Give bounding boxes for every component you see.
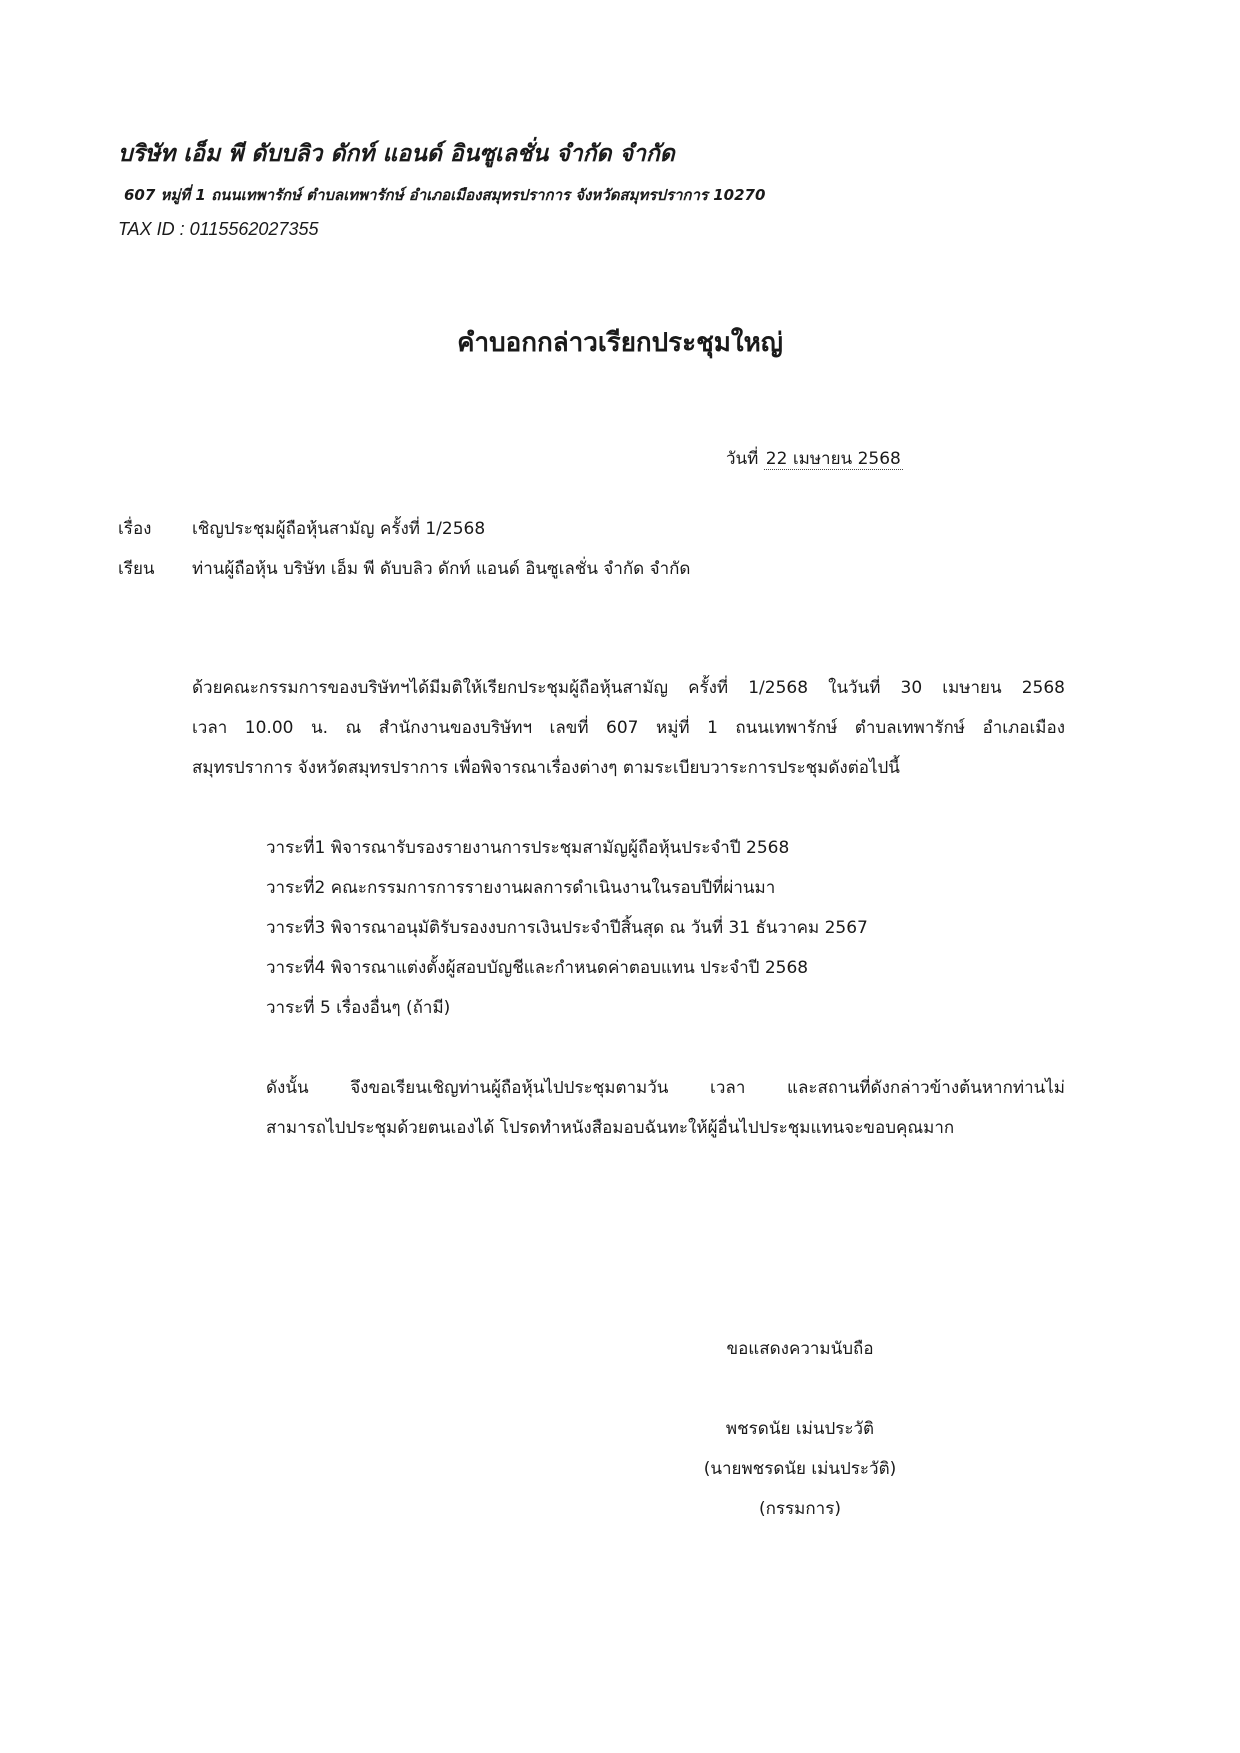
company-address: 607 หมู่ที่ 1 ถนนเทพารักษ์ ตำบลเทพารักษ์ อำเภอเมืองสมุทรปราการ จังหวัดสมุทรปราการ 10270 [124, 186, 766, 204]
agenda-item: วาระที่ 5 เรื่องอื่นๆ (ถ้ามี) [266, 998, 451, 1018]
body-paragraph-line: เวลา 10.00 น. ณ สำนักงานของบริษัทฯ เลขที่ 607 หมู่ที่ 1 ถนนเทพารักษ์ ตำบลเทพารักษ์ อำเภอเมือง [192, 718, 1065, 738]
company-name: บริษัท เอ็ม พี ดับบลิว ดักท์ แอนด์ อินซูเลชั่น จำกัด จำกัด [118, 141, 675, 167]
agenda-item: วาระที่3 พิจารณาอนุมัติรับรองงบการเงินประจำปีสิ้นสุด ณ วันที่ 31 ธันวาคม 2567 [266, 918, 868, 938]
agenda-item: วาระที่4 พิจารณาแต่งตั้งผู้สอบบัญชีและกำหนดค่าตอบแทน ประจำปี 2568 [266, 958, 809, 978]
tax-id: TAX ID : 0115562027355 [118, 219, 319, 239]
signatory-full-name: (นายพชรดนัย เม่นประวัติ) [703, 1459, 897, 1479]
recipient-label: เรียน [118, 559, 155, 579]
date-label: วันที่ [726, 449, 759, 469]
closing-paragraph-line: สามารถไปประชุมด้วยตนเองได้ โปรดทำหนังสือมอบฉันทะให้ผู้อื่นไปประชุมแทนจะขอบคุณมาก [266, 1118, 955, 1138]
agenda-item: วาระที่1 พิจารณารับรองรายงานการประชุมสามัญผู้ถือหุ้นประจำปี 2568 [266, 838, 790, 858]
date-line [726, 445, 903, 472]
recipient-text: ท่านผู้ถือหุ้น บริษัท เอ็ม พี ดับบลิว ดักท์ แอนด์ อินซูเลชั่น จำกัด จำกัด [192, 559, 691, 579]
subject-label: เรื่อง [118, 519, 152, 539]
body-paragraph-line: ด้วยคณะกรรมการของบริษัทฯได้มีมติให้เรียกประชุมผู้ถือหุ้นสามัญ ครั้งที่ 1/2568 ในวันที่ 30 เมษายน 2568 [192, 678, 1065, 698]
signatory-position: (กรรมการ) [759, 1499, 841, 1519]
agenda-item: วาระที่2 คณะกรรมการการรายงานผลการดำเนินงานในรอบปีที่ผ่านมา [266, 878, 776, 898]
document-title: คำบอกกล่าวเรียกประชุมใหญ่ [457, 328, 783, 358]
subject-text: เชิญประชุมผู้ถือหุ้นสามัญ ครั้งที่ 1/2568 [192, 519, 486, 539]
signature-name: พชรดนัย เม่นประวัติ [725, 1419, 875, 1439]
closing-paragraph-line: ดังนั้น จึงขอเรียนเชิญท่านผู้ถือหุ้นไปประชุมตามวัน เวลา และสถานที่ดังกล่าวข้างต้นหากท่านไม่ [266, 1078, 1065, 1098]
body-paragraph-line: สมุทรปราการ จังหวัดสมุทรปราการ เพื่อพิจารณาเรื่องต่างๆ ตามระเบียบวาระการประชุมดังต่อไปนี้ [192, 758, 900, 778]
regards-text: ขอแสดงความนับถือ [726, 1339, 874, 1359]
date-value: 22 เมษายน 2568 [765, 449, 901, 469]
